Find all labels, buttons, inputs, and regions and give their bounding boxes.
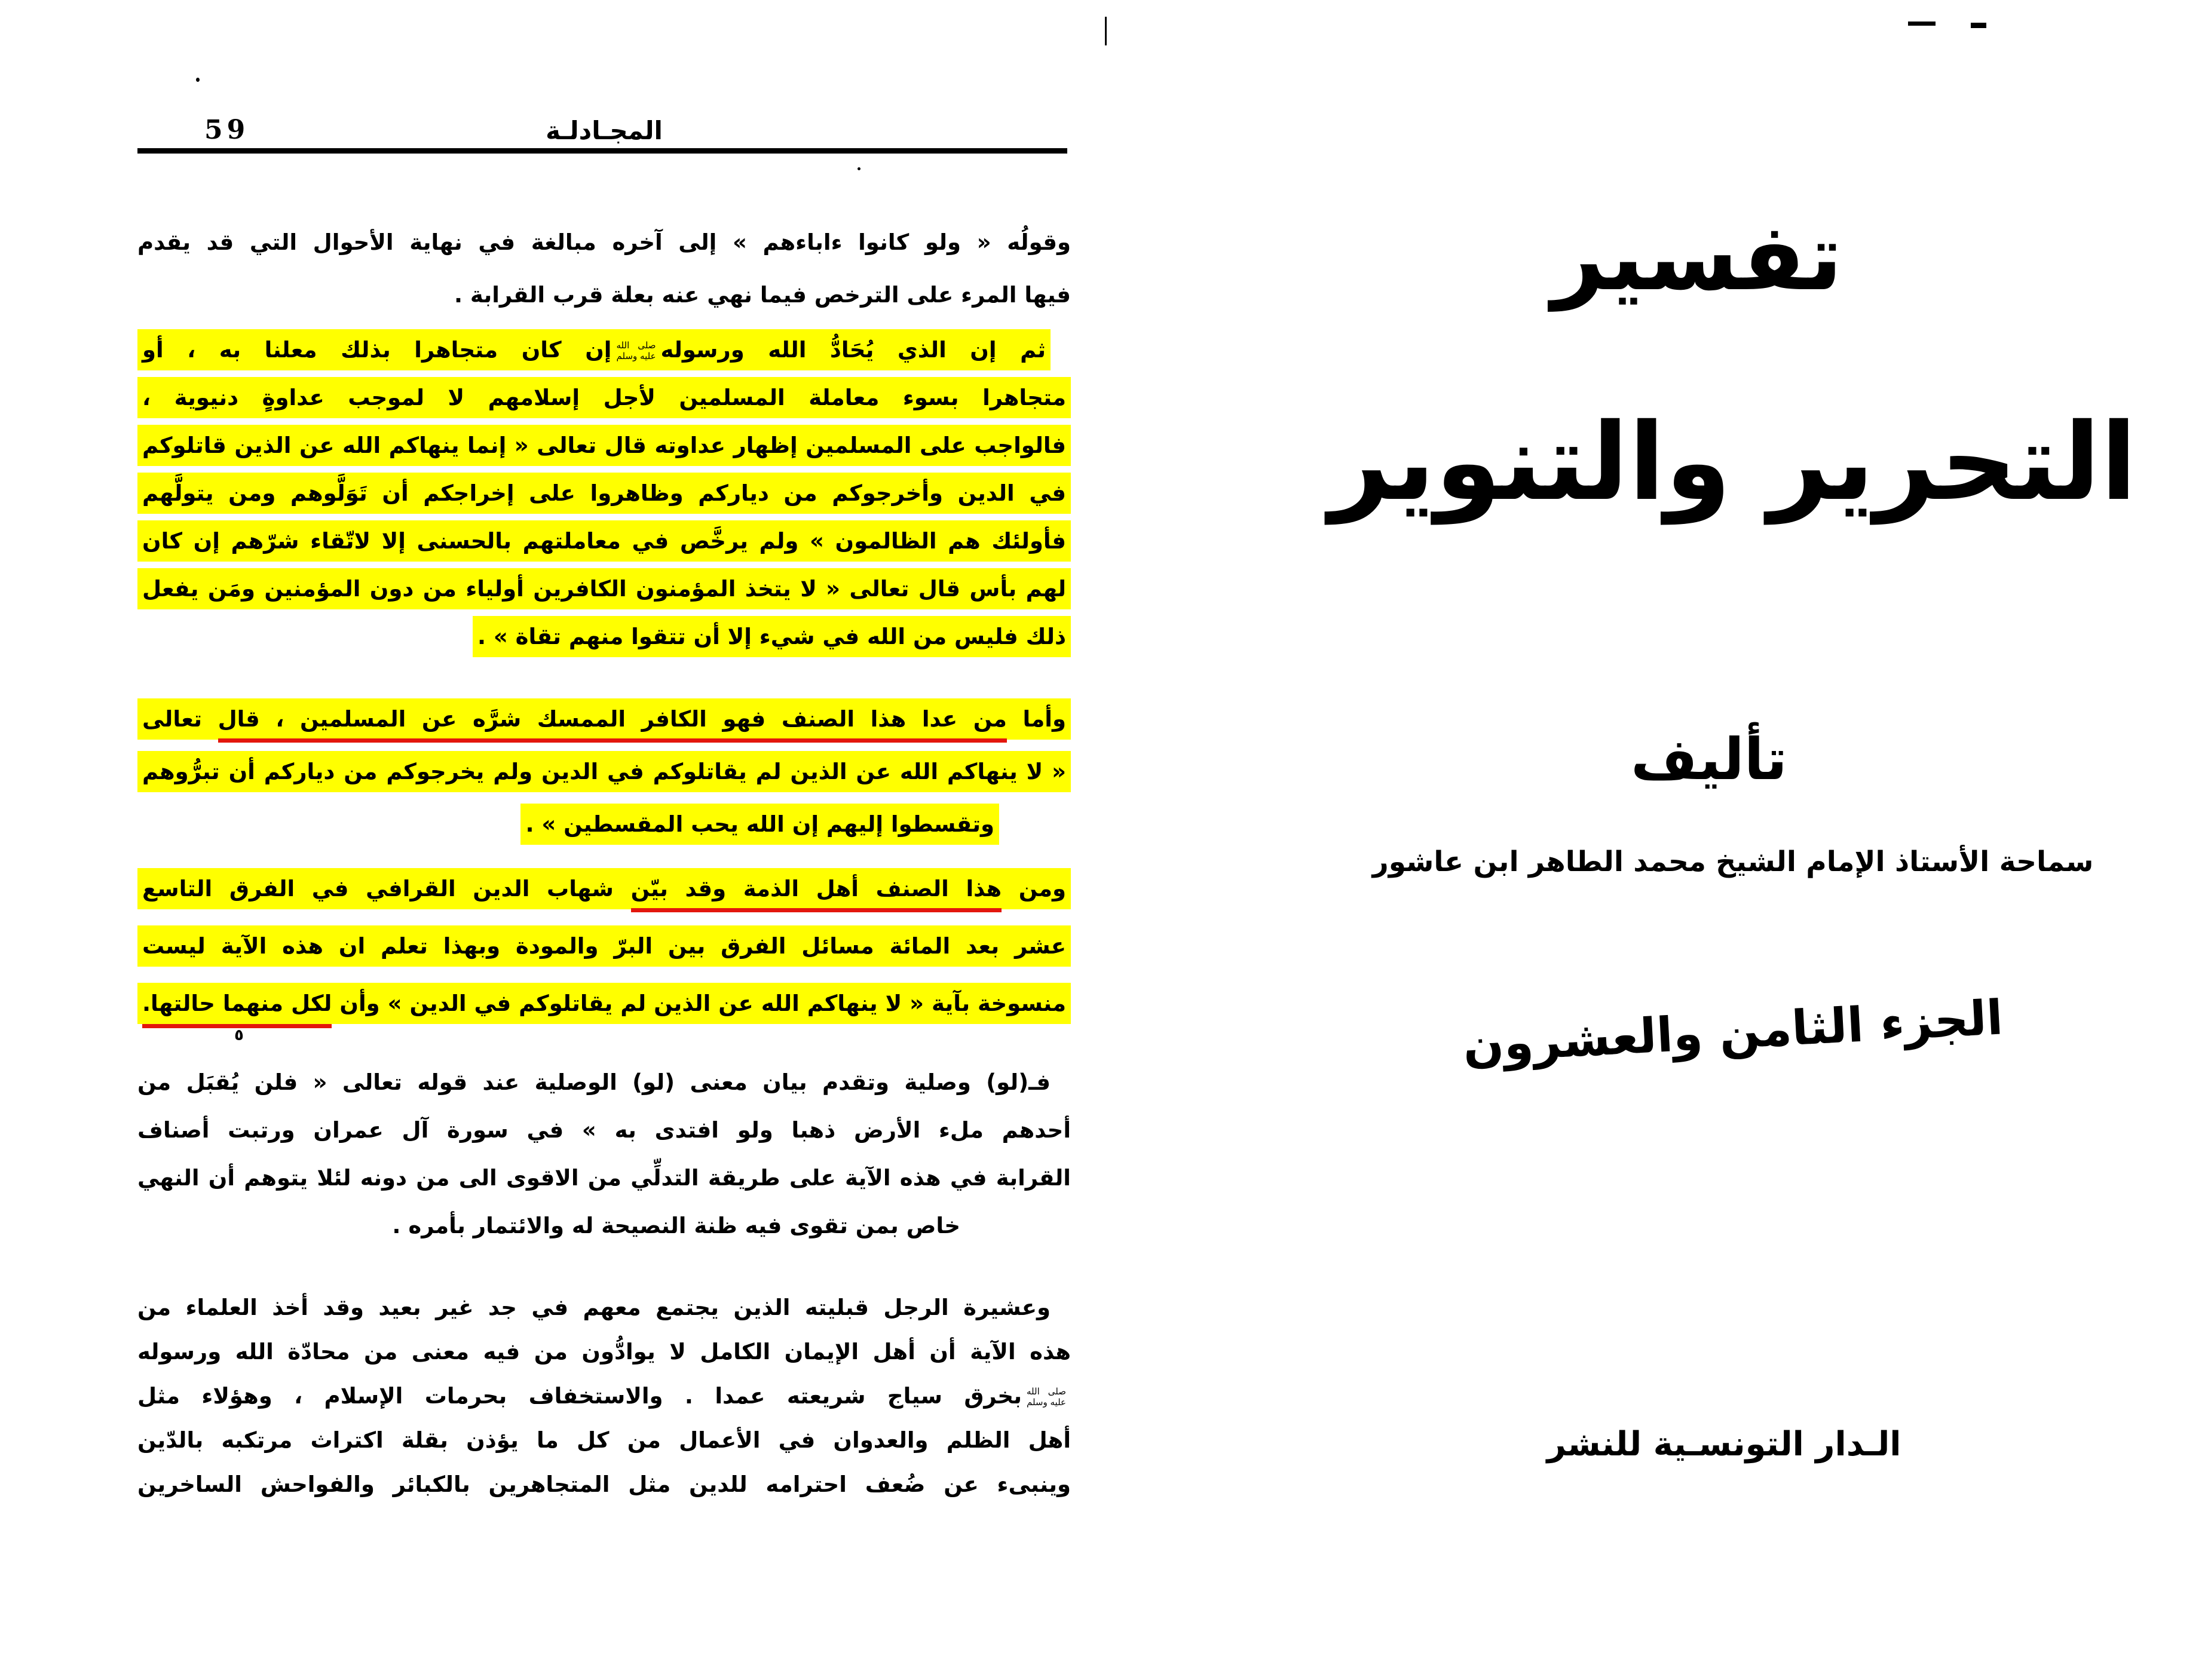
- highlight-mark: منسوخة بآية « لا ينهاكم الله عن الذين لم يقاتلوكم في الدين » وأن لكل منهما حالتها.: [137, 983, 1071, 1024]
- surah-title: المجـادلـة: [546, 116, 663, 145]
- highlight-line: [137, 975, 1071, 1032]
- highlighted-paragraph-1: [137, 326, 1071, 661]
- highlight-line: [137, 326, 1071, 374]
- text-line: فيها المرء على الترخص فيما نهي عنه بعلة قرب القرابة .: [454, 282, 1071, 308]
- highlight-line: وتقسطوا إليهم إن الله يحب المقسطين » .: [137, 798, 1071, 851]
- header-rule: [137, 148, 1067, 154]
- text-line: أهل الظلم والعدوان في الأعمال من كل ما يؤذن بقلة اكتراث مرتكبه بالدّين: [137, 1427, 1071, 1453]
- left-text-page: [137, 114, 1071, 1680]
- page-header: [137, 114, 1071, 155]
- highlight-mark: ثم إن الذي يُحَادُّ الله ورسوله صلى الله عليه وسلم إن كان متجاهرا بذلك معلنا به ، أو: [137, 329, 1051, 370]
- ink-speck: [196, 78, 200, 82]
- text-line: وعشيرة الرجل قبليته الذين يجتمع معهم في جد غير بعيد وقد أخذ العلماء من: [137, 1295, 1051, 1320]
- text-line: وينبىء عن ضُعف احترامه للدين مثل المتجاهرين بالكبائر والفواحش الساخرين: [137, 1471, 1071, 1497]
- highlight-line: « لا ينهاكم الله عن الذين لم يقاتلوكم في الدين ولم يخرجوكم من دياركم أن تبرُّوهم: [137, 746, 1071, 798]
- paragraph-intro: [137, 216, 1071, 321]
- title-page: [1255, 149, 2211, 1583]
- highlight-line: [137, 693, 1071, 746]
- red-underline: لكل منهما حالتها.: [142, 991, 332, 1028]
- footnote-mark: ٥: [234, 1026, 244, 1044]
- saws-honorific: صلى الله عليه وسلم: [1026, 1386, 1066, 1408]
- red-underline: من عدا هذا الصنف فهو الكافر الممسك شرَّه عن المسلمين ، قال: [218, 706, 1007, 743]
- volume-title: الجزء الثامن والعشرون: [1461, 989, 2005, 1074]
- publisher-name: الـدار التونسـية للنشر: [1547, 1425, 1901, 1464]
- ink-speck: [858, 167, 860, 170]
- text-line: وقولُه « ولو كانوا ءاباءهم » إلى آخره مبالغة في نهاية الأحوال التي قد يقدم: [137, 229, 1071, 255]
- text-line: القرابة في هذه الآية على طريقة التدلِّي من الاقوى الى من دونه لئلا يتوهم أن النهي: [137, 1165, 1071, 1191]
- highlight-mark: وأما من عدا هذا الصنف فهو الكافر الممسك شرَّه عن المسلمين ، قال تعالى: [137, 698, 1071, 740]
- fold-mark: [1105, 17, 1107, 45]
- highlight-line: متجاهرا بسوء معاملة المسلمين لأجل إسلامهم لا لموجب عداوةٍ دنيوية ،: [137, 374, 1071, 422]
- highlight-line: فالواجب على المسلمين إظهار عداوته قال تعالى « إنما ينهاكم الله عن الذين قاتلوكم: [137, 422, 1071, 470]
- highlight-line: ذلك فليس من الله في شيء إلا أن تتقوا منهم تقاة » .: [137, 613, 1071, 661]
- saws-honorific: صلى الله عليه وسلم: [616, 340, 656, 361]
- highlight-line: لهم بأس قال تعالى « لا يتخذ المؤمنون الكافرين أولياء من دون المؤمنين ومَن يفعل: [137, 565, 1071, 613]
- book-title-word-tafsir: تفسير: [1551, 203, 1843, 311]
- scan-dash-mark: [1908, 22, 1936, 26]
- highlight-line: عشر بعد المائة مسائل الفرق بين البرّ والمودة وبهذا تعلم ان هذه الآية ليست: [137, 918, 1071, 975]
- highlighted-paragraph-3: [137, 860, 1071, 1032]
- highlight-mark: ومن هذا الصنف أهل الذمة وقد بيّن شهاب الدين القرافي في الفرق التاسع: [137, 868, 1071, 909]
- text-line: خاص بمن تقوى فيه ظنة النصيحة له والائتمار بأمره .: [392, 1213, 960, 1238]
- scan-dash-mark: [1971, 23, 1986, 28]
- text-line: أحدهم ملء الأرض ذهبا ولو افتدى به » في سورة آل عمران ورتبت أصناف: [137, 1117, 1071, 1143]
- author-byline: تأليف: [1631, 726, 1787, 793]
- paragraph-closing: [137, 1286, 1071, 1507]
- page-number: 59: [204, 115, 250, 145]
- author-name: سماحة الأستاذ الإمام الشيخ محمد الطاهر ابن عاشور: [1372, 845, 2094, 878]
- paragraph-law: [137, 1059, 1071, 1250]
- highlighted-paragraph-2: [137, 693, 1071, 851]
- text-line: فـ(لو) وصلية وتقدم بيان معنى (لو) الوصلية عند قوله تعالى « فلن يُقبَل من: [137, 1069, 1051, 1095]
- highlight-line: [137, 860, 1071, 918]
- highlight-line: فأولئك هم الظالمون » ولم يرخَّص في معاملتهم بالحسنى إلا لاتّقاء شرّهم إن كان: [137, 517, 1071, 565]
- text-line: هذه الآية أن أهل الإيمان الكامل لا يوادُّون من فيه معنى من محادّة الله ورسوله: [137, 1339, 1071, 1365]
- red-underline: هذا الصنف أهل الذمة وقد بيّن: [631, 876, 1002, 912]
- book-title-main: التحرير والتنوير: [1328, 400, 2137, 524]
- text-line: صلى الله عليه وسلم بخرق سياج شريعته عمدا . والاستخفاف بحرمات الإسلام ، وهؤلاء مثل: [137, 1383, 1066, 1409]
- highlight-line: في الدين وأخرجوكم من دياركم وظاهروا على إخراجكم أن تَوَلَّوهم ومن يتولَّهم: [137, 470, 1071, 517]
